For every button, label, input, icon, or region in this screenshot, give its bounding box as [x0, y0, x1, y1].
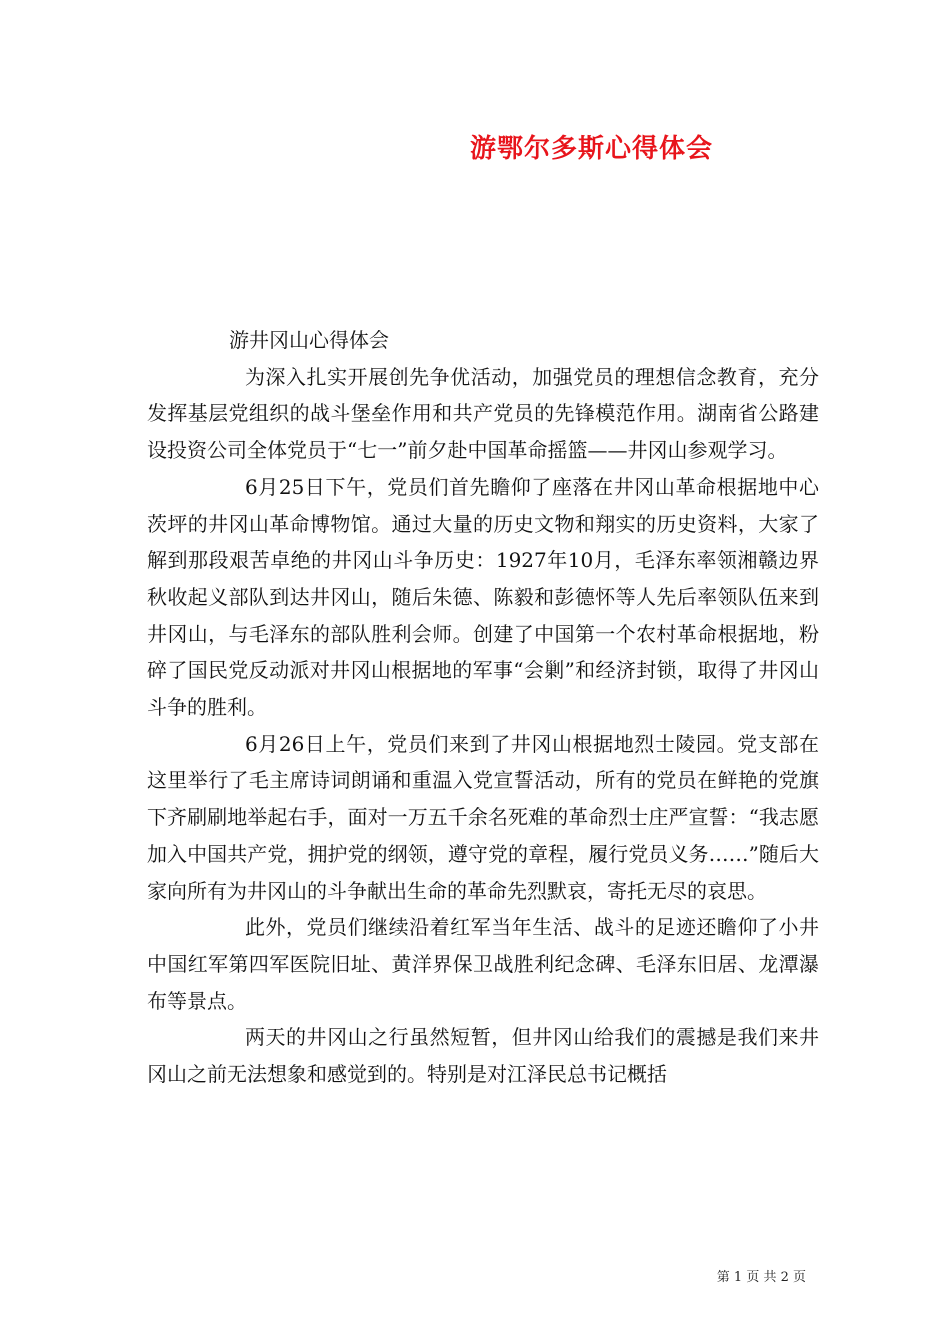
- paragraph-3: 6月26日上午，党员们来到了井冈山根据地烈士陵园。党支部在这里举行了毛主席诗词朗诵和重温入党宣誓活动，所有的党员在鲜艳的党旗下齐刷刷地举起右手，面对一万五千余名死难的革命烈士庄严宣誓：“我志愿加入中国共产党，拥护党的纲领，遵守党的章程，履行党员义务……”随后大家向所有为井冈山的斗争献出生命的革命先烈默哀，寄托无尽的哀思。: [147, 731, 819, 903]
- page-number-footer: 第 1 页 共 2 页: [716, 1270, 806, 1285]
- document-title: 游鄂尔多斯心得体会: [470, 134, 714, 164]
- document-subtitle: 游井冈山心得体会: [229, 328, 389, 352]
- paragraph-4: 此外，党员们继续沿着红军当年生活、战斗的足迹还瞻仰了小井中国红军第四军医院旧址、黄洋界保卫战胜利纪念碑、毛泽东旧居、龙潭瀑布等景点。: [147, 915, 819, 1013]
- document-body: [147, 322, 819, 1093]
- paragraph-2: 6月25日下午，党员们首先瞻仰了座落在井冈山革命根据地中心茨坪的井冈山革命博物馆。通过大量的历史文物和翔实的历史资料，大家了解到那段艰苦卓绝的井冈山斗争历史：1927年10月，毛泽东率领湘赣边界秋收起义部队到达井冈山，随后朱德、陈毅和彭德怀等人先后率领队伍来到井冈山，与毛泽东的部队胜利会师。创建了中国第一个农村革命根据地，粉碎了国民党反动派对井冈山根据地的军事“会剿”和经济封锁，取得了井冈山斗争的胜利。: [147, 474, 819, 720]
- paragraph-1: 为深入扎实开展创先争优活动，加强党员的理想信念教育，充分发挥基层党组织的战斗堡垒作用和共产党员的先锋模范作用。湖南省公路建设投资公司全体党员于“七一”前夕赴中国革命摇篮——井冈山参观学习。: [147, 364, 819, 463]
- paragraph-5: 两天的井冈山之行虽然短暂，但井冈山给我们的震撼是我们来井冈山之前无法想象和感觉到的。特别是对江泽民总书记概括: [147, 1025, 819, 1087]
